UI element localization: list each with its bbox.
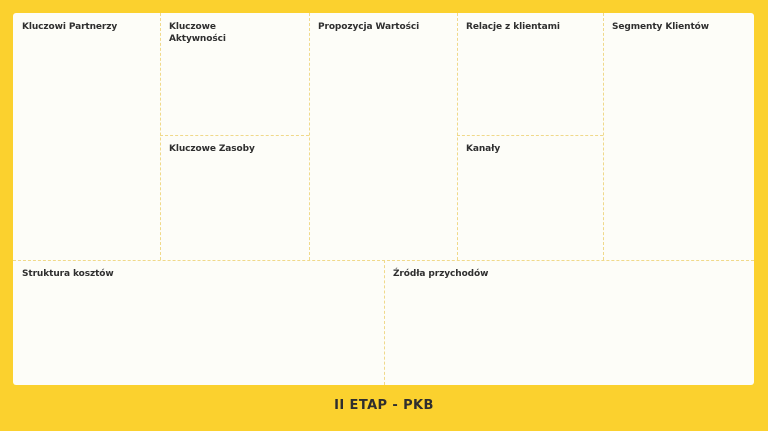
cell-revenue-streams[interactable] <box>384 260 754 385</box>
cell-label <box>169 21 226 45</box>
cell-label: Kluczowe Zasoby <box>169 144 255 154</box>
footer-title: II ETAP - PKB <box>334 398 434 413</box>
cell-label: Struktura kosztów <box>22 269 114 279</box>
cell-label: Segmenty Klientów <box>612 22 709 32</box>
cell-channels[interactable] <box>457 135 603 260</box>
cell-cost-structure[interactable] <box>13 260 384 385</box>
cell-label: Źródła przychodów <box>393 269 489 279</box>
cell-customer-relationships[interactable] <box>457 13 603 135</box>
cell-label-line: Aktywności <box>169 34 226 44</box>
cell-label: Relacje z klientami <box>466 22 560 32</box>
cell-customer-segments[interactable] <box>603 13 754 260</box>
cell-label: Kluczowi Partnerzy <box>22 22 118 32</box>
cell-value-proposition[interactable] <box>309 13 457 260</box>
business-model-canvas <box>13 13 754 385</box>
cell-label: Kanały <box>466 144 501 154</box>
cell-key-activities[interactable] <box>160 13 309 135</box>
cell-label-line: Kluczowe <box>169 22 216 32</box>
cell-key-resources[interactable] <box>160 135 309 260</box>
cell-label: Propozycja Wartości <box>318 22 420 32</box>
cell-key-partners[interactable] <box>13 13 160 260</box>
